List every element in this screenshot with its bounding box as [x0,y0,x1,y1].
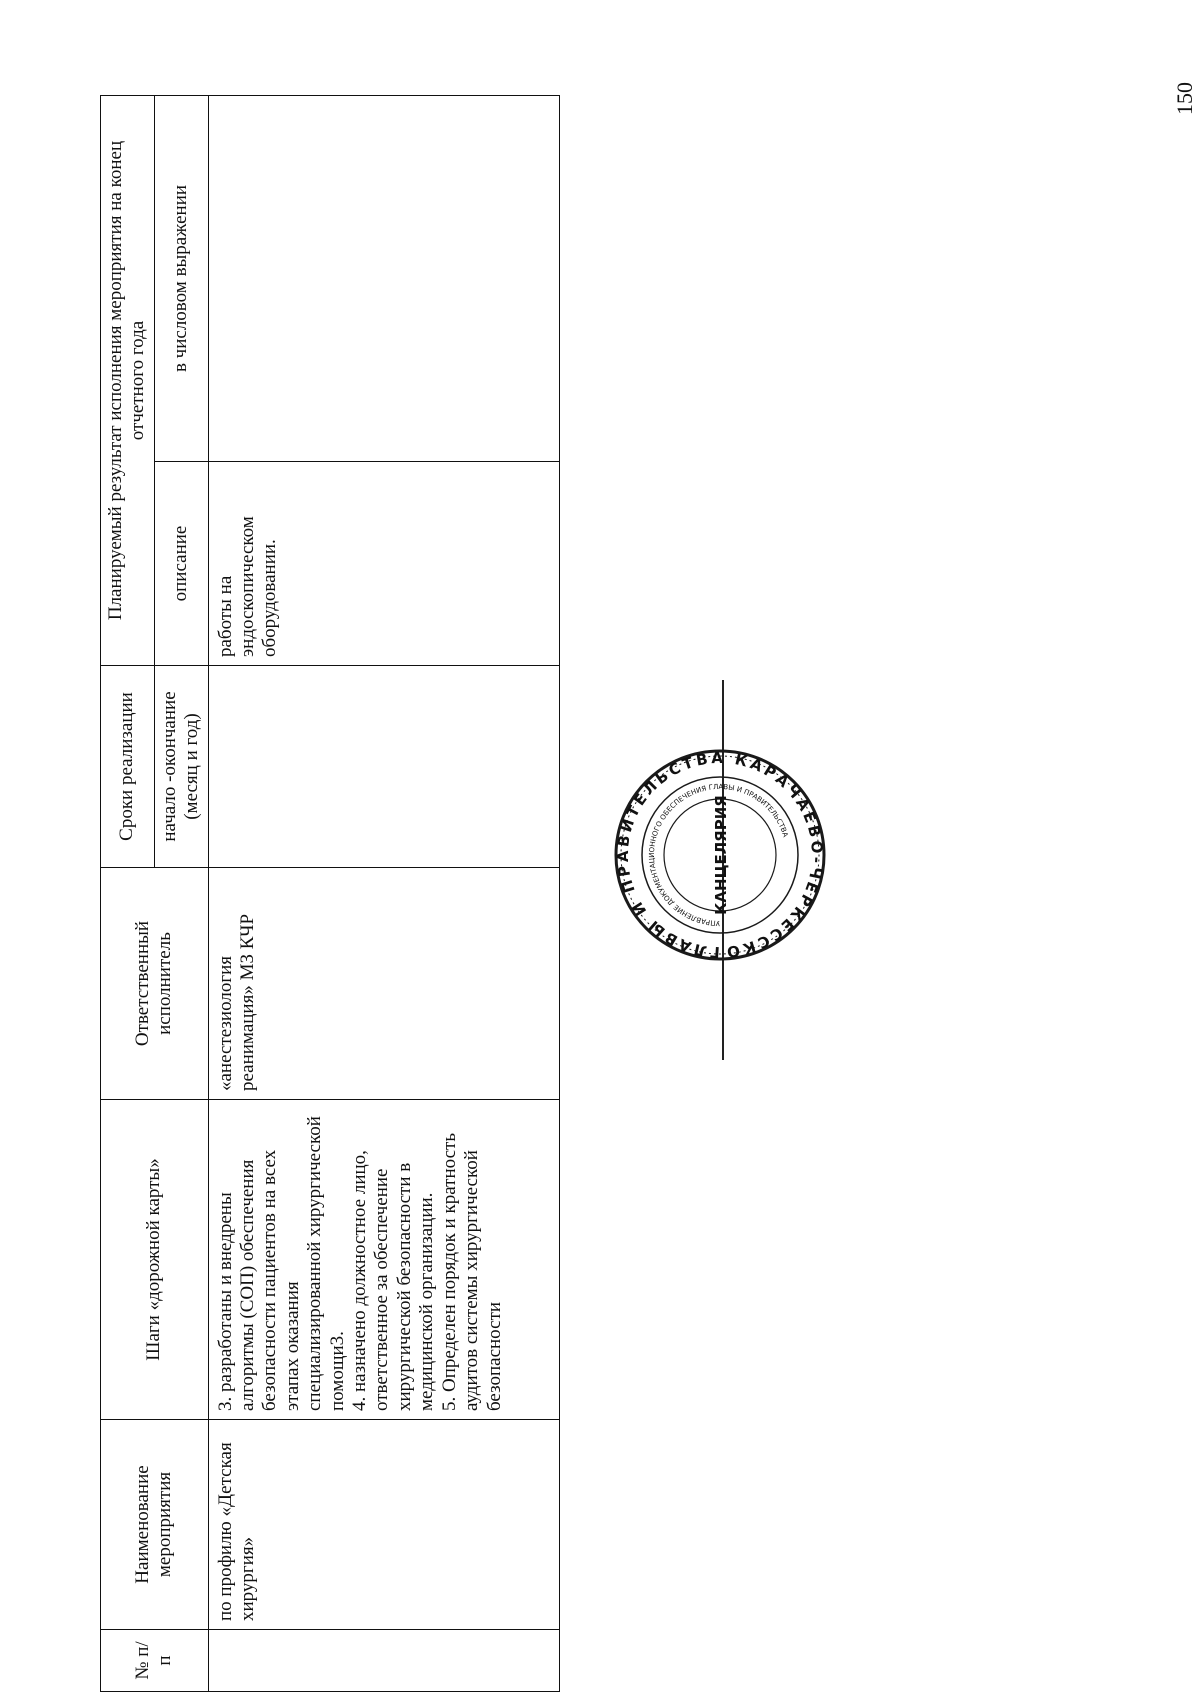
cell-name: по профилю «Детская хирургия» [208,1420,559,1630]
step-3: 3. разработаны и внедрены алгоритмы (СОП) обеспечения безопасности пациентов на всех этапах оказания специализированной хирургической помощи3. [214,1116,348,1411]
cell-result-num [208,95,559,461]
cell-result-desc: работы на эндоскопическом оборудовании. [208,462,559,666]
page-number: 150 [1172,82,1197,115]
step-4: 4. назначено должностное лицо, ответственное за обеспечение хирургической безопасности в медицинской организации. [349,1150,438,1411]
cell-num [208,1630,559,1692]
header-result-num: в числовом выражении [154,95,208,461]
step-5: 5. Определен порядок и кратность аудитов системы хирургической безопасности [438,1133,505,1411]
cell-steps [208,1100,559,1420]
rotated-table-wrapper [100,96,560,1692]
cell-terms [208,666,559,868]
seal-center-text: КАНЦЕЛЯРИЯ [712,795,730,915]
header-num: № п/п [101,1630,209,1692]
header-terms-sub: начало -окончание (месяц и год) [154,666,208,868]
header-result: Планируемый результат исполнения мероприятия на конец отчетного года [101,95,155,665]
roadmap-table [100,95,560,1692]
official-seal [610,740,830,970]
seal-inner-text: УПРАВЛЕНИЕ ДОКУМЕНТАЦИОННОГО ОБЕСПЕЧЕНИЯ ГЛАВЫ И ПРАВИТЕЛЬСТВА [647,782,790,928]
seal-outer-text: ГЛАВЫ И ПРАВИТЕЛЬСТВА КАРАЧАЕВО-ЧЕРКЕССКО [613,748,827,962]
header-name: Наименование мероприятия [101,1420,209,1630]
header-responsible: Ответственный исполнитель [101,868,209,1100]
header-result-desc: описание [154,462,208,666]
header-terms: Сроки реализации [101,666,155,868]
cell-responsible: «анестезиология реанимация» МЗ КЧР [208,868,559,1100]
header-steps: Шаги «дорожной карты» [101,1100,209,1420]
